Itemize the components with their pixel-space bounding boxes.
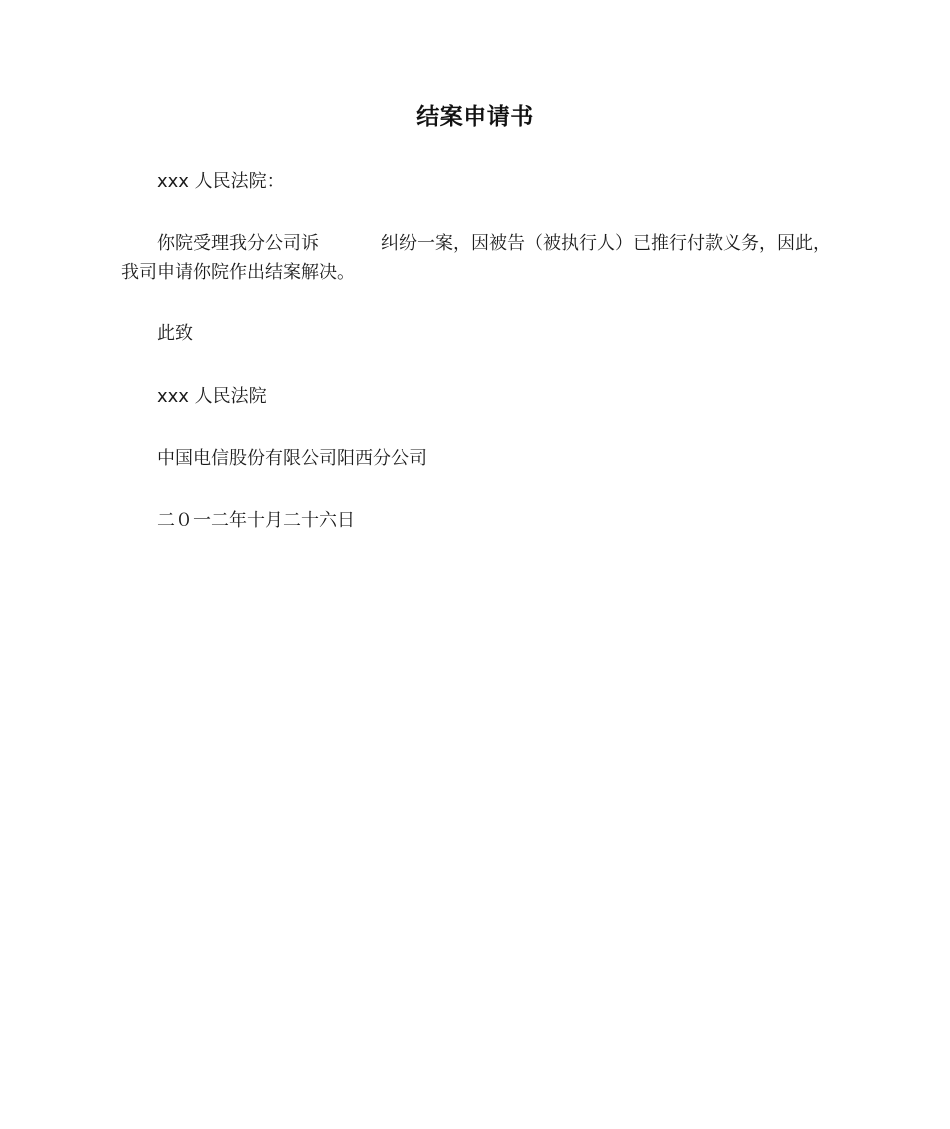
recipient-line: xxx 人民法院: [157, 386, 267, 407]
body-line-1-part-1: 你院受理我分公司诉: [157, 233, 319, 254]
body-line-1-part-2: 纠纷一案，因被告（被执行人）已推行付款义务，因此，: [381, 233, 831, 254]
body-line-1: [121, 229, 841, 258]
date-line: 二０一二年十月二十六日: [157, 510, 355, 531]
sender-line: 中国电信股份有限公司阳西分公司: [157, 448, 427, 469]
body-paragraph: [121, 229, 841, 287]
addressee-line: xxx 人民法院：: [157, 171, 285, 192]
document-title: 结案申请书: [416, 104, 534, 130]
closing-line: 此致: [157, 323, 193, 344]
body-line-2: 我司申请你院作出结案解决。: [121, 262, 355, 283]
